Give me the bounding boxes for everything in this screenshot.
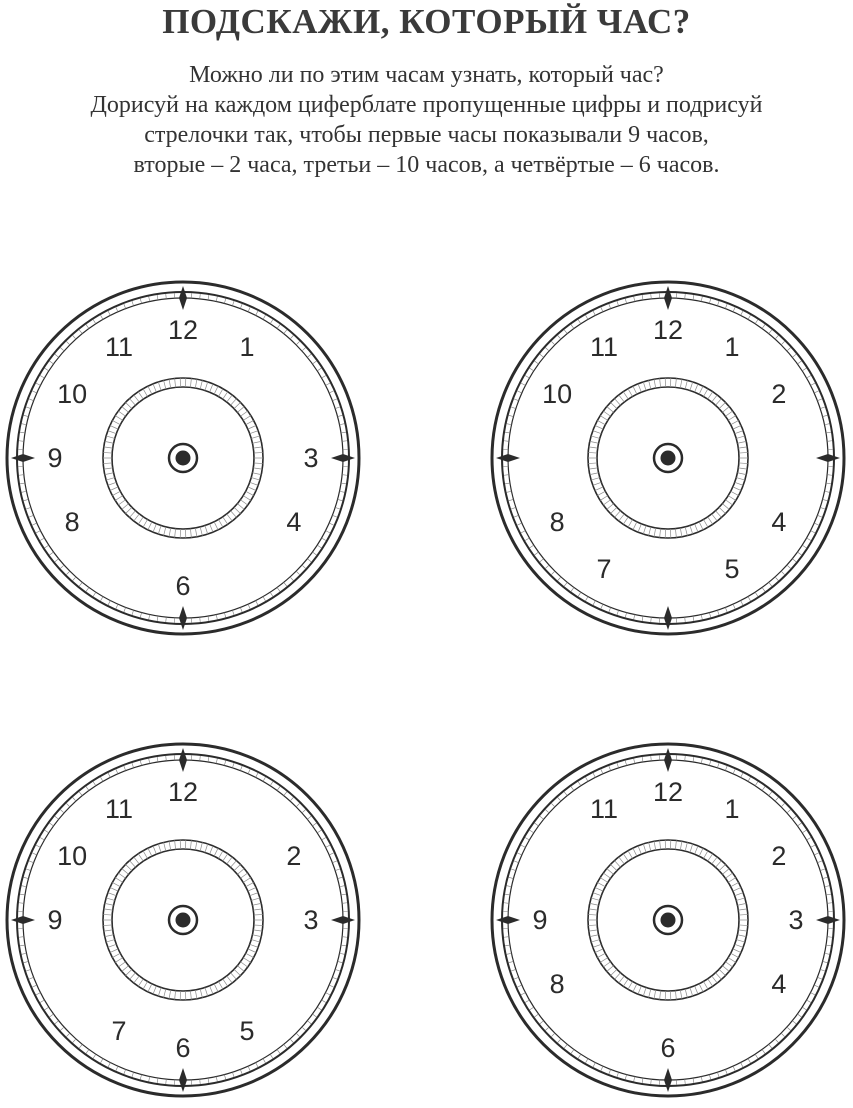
instructions <box>0 60 853 180</box>
hour-numeral-12: 12 <box>652 315 684 345</box>
instruction-line: Дорисуй на каждом циферблате пропущенные цифры и подрисуй <box>90 92 763 118</box>
hour-numeral-7: 7 <box>111 1015 127 1046</box>
hour-numeral-3: 3 <box>788 905 804 935</box>
hour-numeral-3: 3 <box>303 905 319 935</box>
hour-numeral-12: 12 <box>167 315 199 345</box>
hour-numeral-11: 11 <box>589 794 619 825</box>
hour-numeral-2: 2 <box>286 841 302 871</box>
hour-numeral-5: 5 <box>239 1015 255 1046</box>
hour-numeral-7: 7 <box>596 553 612 584</box>
hour-numeral-1: 1 <box>724 332 740 363</box>
hour-numeral-8: 8 <box>549 507 565 537</box>
hour-numeral-2: 2 <box>771 379 787 409</box>
hour-numeral-9: 9 <box>47 443 63 473</box>
hour-numeral-10: 10 <box>542 379 573 409</box>
hour-numeral-6: 6 <box>175 1033 191 1063</box>
center-pivot-icon <box>654 444 682 472</box>
hour-numeral-12: 12 <box>652 777 684 807</box>
hour-numeral-1: 1 <box>724 794 740 825</box>
clock-face-1[interactable] <box>3 278 363 638</box>
hour-numeral-4: 4 <box>286 507 302 537</box>
clock-face-3[interactable] <box>3 740 363 1100</box>
hour-numeral-10: 10 <box>57 379 88 409</box>
clock-face-4[interactable] <box>488 740 848 1100</box>
hour-numeral-6: 6 <box>660 1033 676 1063</box>
hour-numeral-9: 9 <box>47 905 63 935</box>
hour-numeral-11: 11 <box>104 332 134 363</box>
hour-numeral-6: 6 <box>175 571 191 601</box>
hour-numeral-9: 9 <box>532 905 548 935</box>
center-pivot-icon <box>654 906 682 934</box>
hour-numeral-11: 11 <box>104 794 134 825</box>
hour-numeral-8: 8 <box>64 507 80 537</box>
hour-numeral-1: 1 <box>239 332 255 363</box>
hour-numeral-4: 4 <box>771 969 787 999</box>
instruction-line: Можно ли по этим часам узнать, который час? <box>189 62 664 88</box>
hour-numeral-4: 4 <box>771 507 787 537</box>
hour-numeral-3: 3 <box>303 443 319 473</box>
center-pivot-icon <box>169 906 197 934</box>
instruction-line: стрелочки так, чтобы первые часы показывали 9 часов, <box>144 122 709 148</box>
page-title: ПОДСКАЖИ, КОТОРЫЙ ЧАС? <box>162 2 691 41</box>
hour-numeral-10: 10 <box>57 841 88 871</box>
hour-numeral-5: 5 <box>724 553 740 584</box>
clock-face-2[interactable] <box>488 278 848 638</box>
hour-numeral-2: 2 <box>771 841 787 871</box>
hour-numeral-8: 8 <box>549 969 565 999</box>
instruction-line: вторые – 2 часа, третьи – 10 часов, а четвёртые – 6 часов. <box>133 152 720 178</box>
hour-numeral-12: 12 <box>167 777 199 807</box>
center-pivot-icon <box>169 444 197 472</box>
hour-numeral-11: 11 <box>589 332 619 363</box>
